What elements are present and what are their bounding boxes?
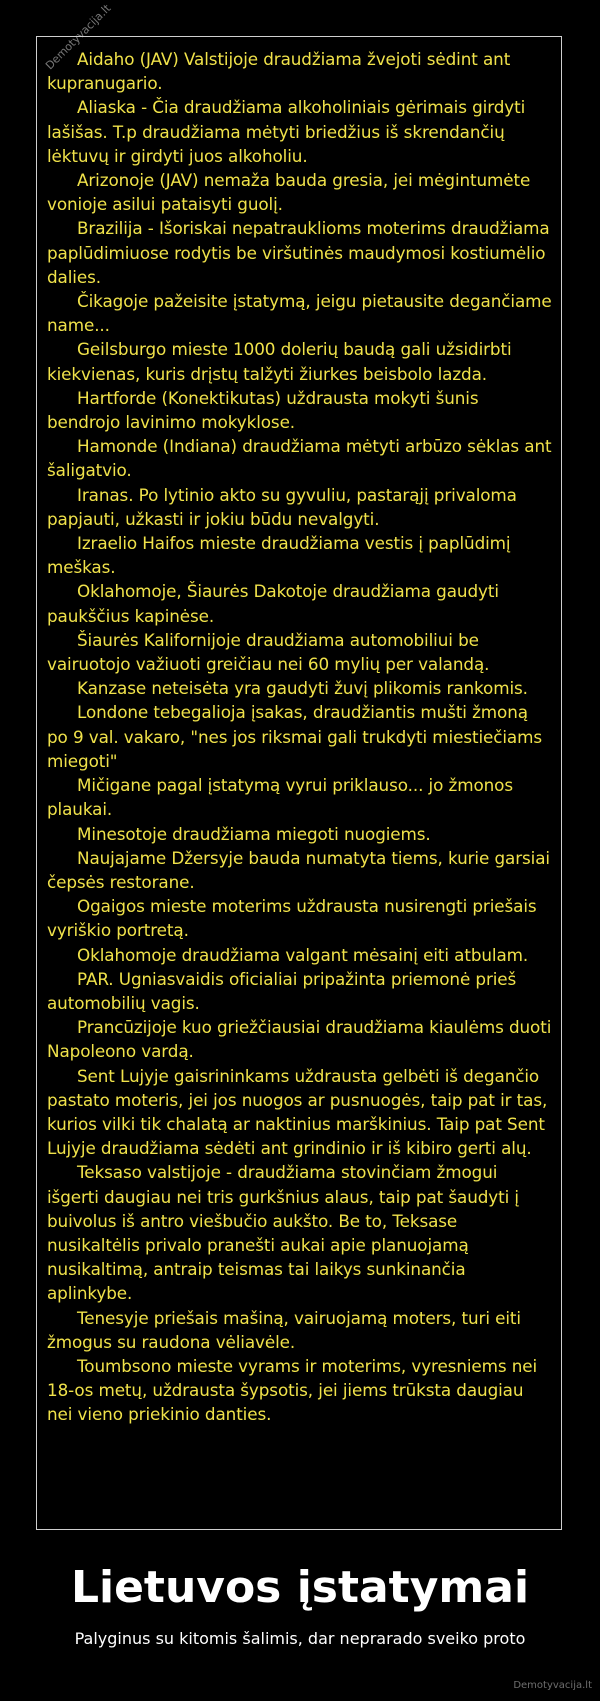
law-item: Tenesyje priešais mašiną, vairuojamą moters, turi eiti žmogus su raudona vėliavėle.: [47, 1307, 521, 1352]
law-item: Oklahomoje, Šiaurės Dakotoje draudžiama gaudyti paukščius kapinėse.: [47, 581, 499, 626]
law-item: Kanzase neteisėta yra gaudyti žuvį plikomis rankomis.: [77, 678, 528, 699]
law-item: Toumbsono mieste vyrams ir moterims, vyresniems nei 18-os metų, uždrausta šypsotis, jei jiems trūksta daugiau nei vieno priekinio danties.: [47, 1355, 538, 1425]
law-item: Aliaska - Čia draudžiama alkoholiniais gėrimais girdyti lašišas. T.p draudžiama mėtyti briedžius iš skrendančių lėktuvų ir girdyti juos alkoholiu.: [47, 97, 526, 166]
law-item: Teksaso valstijoje - draudžiama stovinčiam žmogui išgerti daugiau nei tris gurkšnius alaus, taip pat šaudyti į buivolus iš antro viešbučio aukšto. Be to, Teksase nusikaltėlis privalo pranešti aukai apie planuojamą nusikaltimą, antraip teismas tai laikys sunkinančia aplinkybe.: [47, 1162, 519, 1304]
law-item: PAR. Ugniasvaidis oficialiai pripažinta priemonė prieš automobilių vagis.: [47, 968, 517, 1013]
law-item: Ogaigos mieste moterims uždrausta nusirengti priešais vyriškio portretą.: [47, 896, 537, 941]
law-item: Šiaurės Kalifornijoje draudžiama automobiliui be vairuotojo važiuoti greičiau nei 60 mylių per valandą.: [47, 629, 490, 675]
poster-frame: [36, 1, 562, 1530]
law-item: Brazilija - Išoriskai nepatrauklioms moterims draudžiama paplūdimiuose rodytis be viršutinės maudymosi kostiumėlio dalies.: [47, 218, 550, 287]
law-item: Geilsburgo mieste 1000 dolerių baudą gali užsidirbti kiekvienas, kuris drįstų talžyti žiurkes beisbolo lazda.: [47, 339, 512, 384]
laws-list: [47, 47, 553, 1427]
law-item: Iranas. Po lytinio akto su gyvuliu, pastarąjį privaloma papjauti, užkasti ir jokiu būdu nevalgyti.: [47, 484, 517, 529]
law-item: Sent Lujyje gaisrininkams uždrausta gelbėti iš degančio pastato moteris, jei jos nuogos ar pusnuogės, taip pat ir tas, kurios vilki tik chalatą ar naktinius marškinius. Taip pat Sent Lujyje draudžiama sėdėti ant grindinio ir iš kibiro gerti alų.: [47, 1065, 548, 1159]
law-item: Hartforde (Konektikutas) uždrausta mokyti šunis bendrojo lavinimo mokyklose.: [47, 387, 479, 433]
law-item: Mičigane pagal įstatymą vyrui priklauso... jo žmonos plaukai.: [47, 775, 513, 820]
law-item: Minesotoje draudžiama miegoti nuogiems.: [77, 823, 431, 844]
law-item: Čikagoje pažeisite įstatymą, jeigu pietausite degančiame name...: [47, 291, 552, 336]
law-item: Naujajame Džersyje bauda numatyta tiems, kurie garsiai čepsės restorane.: [47, 847, 550, 892]
law-item: Izraelio Haifos mieste draudžiama vestis į paplūdimį meškas.: [47, 533, 511, 578]
site-watermark: Demotyvacija.lt: [513, 1680, 592, 1691]
law-item: Hamonde (Indiana) draudžiama mėtyti arbūzo sėklas ant šaligatvio.: [47, 436, 552, 481]
poster-subtitle: Palyginus su kitomis šalimis, dar neprarado sveiko proto: [74, 1629, 526, 1648]
poster-title: Lietuvos įstatymai: [70, 1562, 530, 1613]
poster-image: [41, 1, 557, 1525]
law-item: Aidaho (JAV) Valstijoje draudžiama žvejoti sėdint ant kupranugario.: [47, 49, 511, 94]
law-item: Arizonoje (JAV) nemaža bauda gresia, jei mėgintumėte vonioje asilui pataisyti guolį.: [47, 170, 531, 215]
corner-watermark: Demotyvacija.lt: [43, 1, 114, 73]
law-item: Oklahomoje draudžiama valgant mėsainį eiti atbulam.: [77, 944, 529, 965]
law-item: Prancūzijoje kuo griežčiausiai draudžiama kiaulėms duoti Napoleono vardą.: [47, 1017, 552, 1062]
law-item: Londone tebegalioja įsakas, draudžiantis mušti žmoną po 9 val. vakaro, "nes jos riksmai gali trukdyti miestiečiams miegoti": [47, 702, 543, 771]
